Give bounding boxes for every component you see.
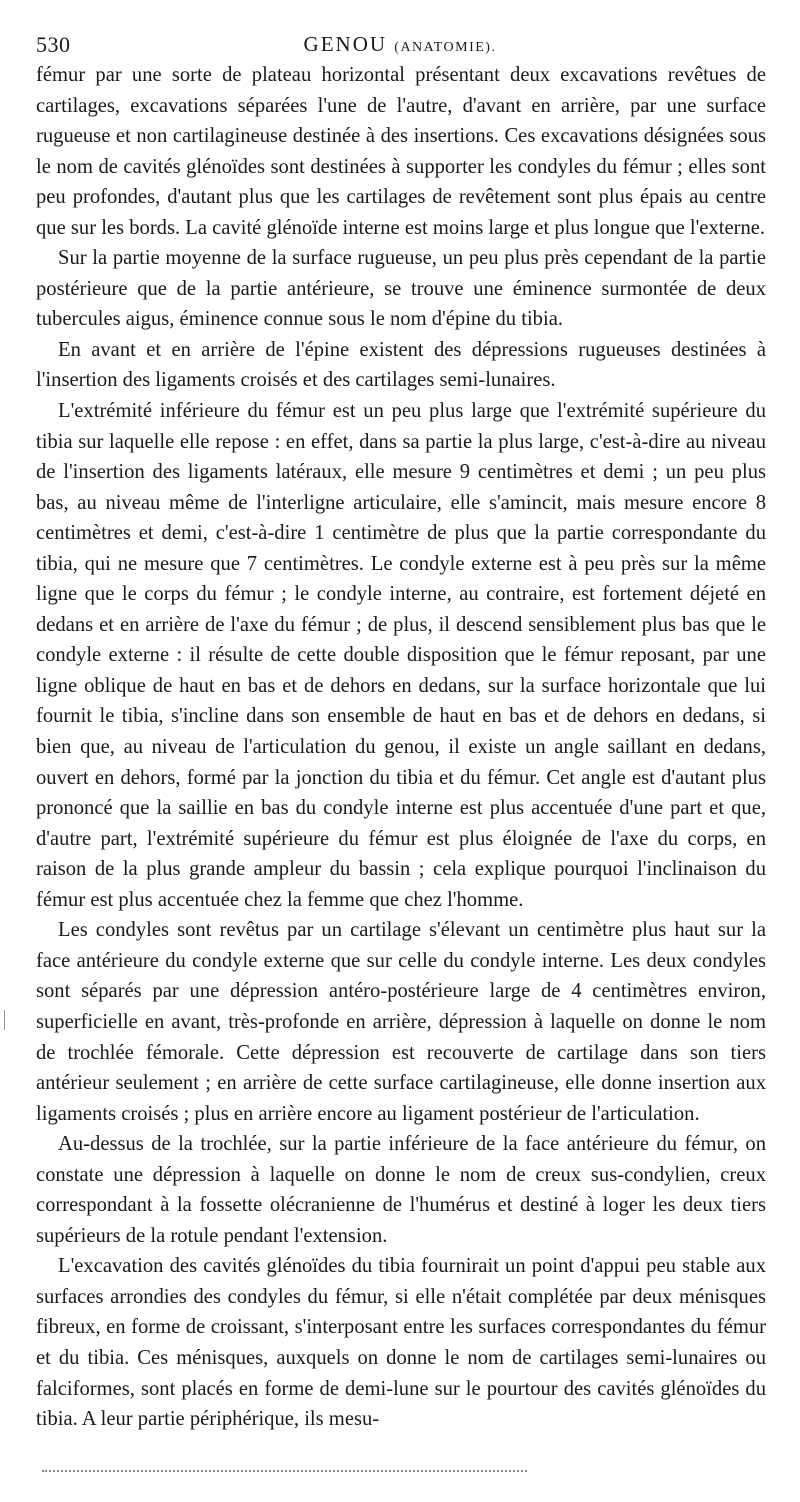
body-text [36, 60, 766, 1435]
paragraph: En avant et en arrière de l'épine existent des dépressions rugueuses destinées à l'insertion des ligaments croisés et des cartilages semi-lunaires. [36, 338, 766, 392]
paragraph: Sur la partie moyenne de la surface rugueuse, un peu plus près cependant de la partie postérieure que de la partie antérieure, se trouve une éminence surmontée de deux tubercules aigus, éminence connue sous le nom d'épine du tibia. [36, 247, 766, 331]
paragraph: fémur par une sorte de plateau horizontal présentant deux excavations revêtues de cartilages, excavations séparées l'une de l'autre, d'avant en arrière, par une surface rugueuse et non cartilagineuse destinée à des insertions. Ces excavations désignées sous le nom de cavités glénoïdes sont destinées à supporter les condyles du fémur ; elles sont peu profondes, d'autant plus que les cartilages de revêtement sont plus épais au centre que sur les bords. La cavité glénoïde interne est moins large et plus longue que l'externe. [36, 64, 766, 239]
margin-mark [4, 1010, 5, 1030]
paragraph: Au-dessus de la trochlée, sur la partie inférieure de la face antérieure du fémur, on constate une dépression à laquelle on donne le nom de creux sus-condylien, creux correspondant à la fossette olécranienne de l'humérus et destiné à loger les deux tiers supérieurs de la rotule pendant l'extension. [36, 1133, 766, 1247]
footer-rule [42, 1470, 527, 1472]
running-title: GENOU [303, 32, 388, 56]
running-head [36, 32, 764, 57]
paragraph: L'excavation des cavités glénoïdes du tibia fournirait un point d'appui peu stable aux surfaces arrondies des condyles du fémur, si elle n'était complétée par deux ménisques fibreux, en forme de croissant, s'interposant entre les surfaces correspondantes du fémur et du tibia. Ces ménisques, auxquels on donne le nom de cartilages semi-lunaires ou falciformes, sont placés en forme de demi-lune sur le pourtour des cavités glénoïdes du tibia. A leur partie périphérique, ils mesu- [36, 1255, 766, 1431]
page-header [36, 32, 764, 58]
paragraph: Les condyles sont revêtus par un cartilage s'élevant un centimètre plus haut sur la face antérieure du condyle externe que sur celle du condyle interne. Les deux condyles sont séparés par une dépression antéro-postérieure large de 4 centimètres environ, superficielle en avant, très-profonde en arrière, dépression à laquelle on donne le nom de trochlée fémorale. Cette dépression est recouverte de cartilage dans son tiers antérieur seulement ; en arrière de cette surface cartilagineuse, elle donne insertion aux ligaments croisés ; plus en arrière encore au ligament postérieur de l'articulation. [36, 919, 766, 1125]
page-number: 530 [36, 32, 71, 57]
paragraph: L'extrémité inférieure du fémur est un peu plus large que l'extrémité supérieure du tibia sur laquelle elle repose : en effet, dans sa partie la plus large, c'est-à-dire au niveau de l'insertion des ligaments latéraux, elle mesure 9 centimètres et demi ; un peu plus bas, au niveau même de l'interligne articulaire, elle s'amincit, mais mesure encore 8 centimètres et demi, c'est-à-dire 1 centimètre de plus que la partie correspondante du tibia, qui ne mesure que 7 centimètres. Le condyle externe est à peu près sur la même ligne que le corps du fémur ; le condyle interne, au contraire, est fortement déjeté en dedans et en arrière de l'axe du fémur ; de plus, il descend sensiblement plus bas que le condyle externe : il résulte de cette double disposition que le fémur reposant, par une ligne oblique de haut en bas et de dehors en dedans, sur la surface horizontale que lui fournit le tibia, s'incline dans son ensemble de haut en bas et de dehors en dedans, si bien que, au niveau de l'articulation du genou, il existe un angle saillant en dedans, ouvert en dehors, formé par la jonction du tibia et du fémur. Cet angle est d'autant plus prononcé que la saillie en bas du condyle interne est plus accentuée d'une part et que, d'autre part, l'extrémité supérieure du fémur est plus éloignée de l'axe du corps, en raison de la plus grande ampleur du bassin ; cela explique pourquoi l'inclinaison du fémur est plus accentuée chez la femme que chez l'homme. [36, 400, 766, 911]
running-subtitle: (ANATOMIE). [394, 40, 497, 55]
